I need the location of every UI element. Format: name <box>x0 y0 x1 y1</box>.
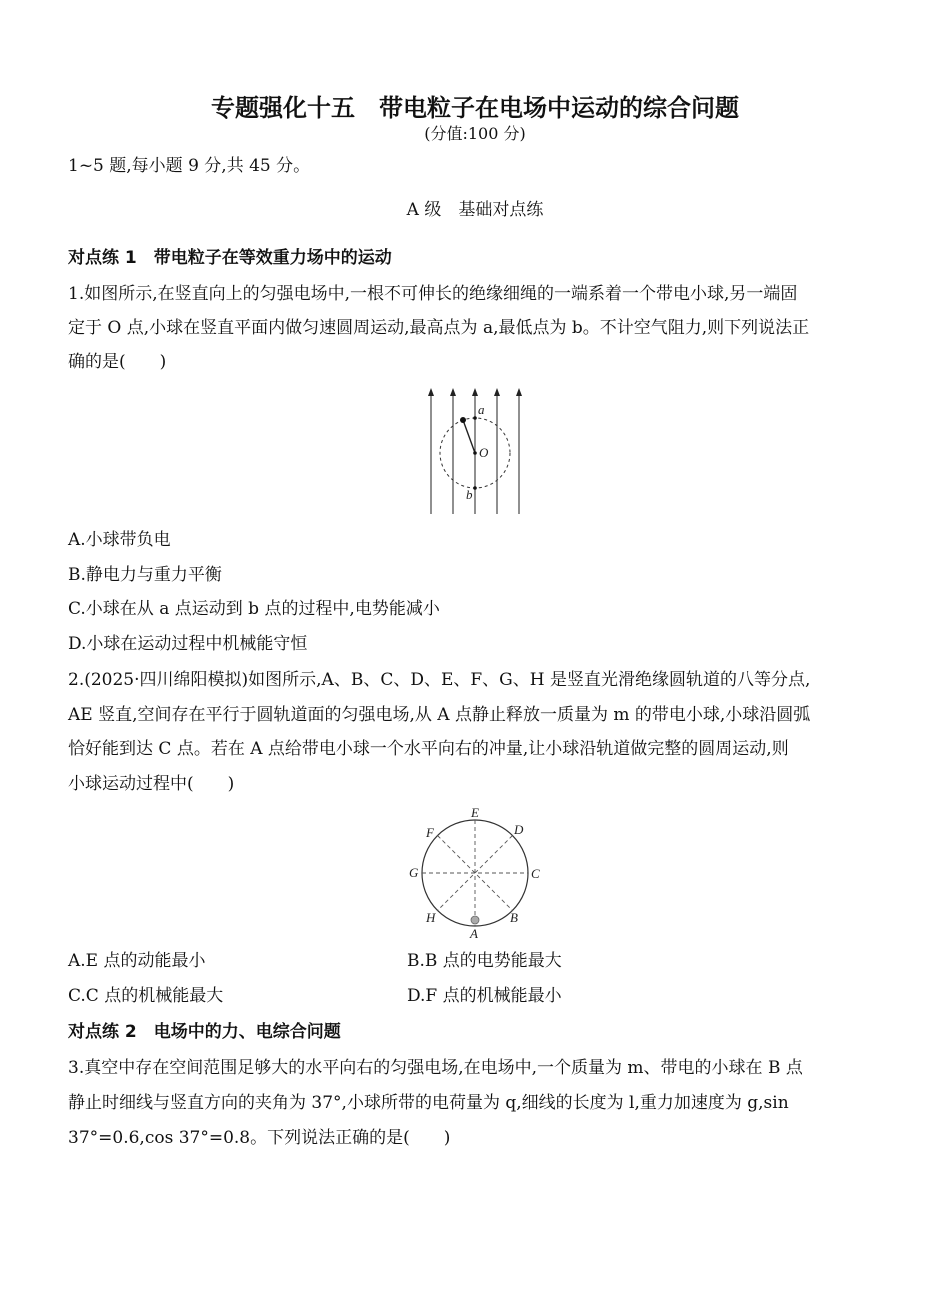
q1-stem-line: 1.如图所示,在竖直向上的匀强电场中,一根不可伸长的绝缘细绳的一端系着一个带电小球,另一端固 <box>68 284 798 304</box>
label-b: b <box>466 487 473 502</box>
section-heading-1: 对点练 1 带电粒子在等效重力场中的运动 <box>68 248 392 268</box>
label-G: G <box>409 865 419 880</box>
intro-text: 1~5 题,每小题 9 分,共 45 分。 <box>68 156 311 176</box>
q3-stem-line: 37°=0.6,cos 37°=0.8。下列说法正确的是( ) <box>68 1128 451 1148</box>
q2-stem-line: 恰好能到达 C 点。若在 A 点给带电小球一个水平向右的冲量,让小球沿轨道做完整的圆周运动,则 <box>68 739 789 759</box>
level-heading: A 级 基础对点练 <box>406 200 544 220</box>
label-O: O <box>479 445 489 460</box>
q2-stem-line: 小球运动过程中( ) <box>68 774 235 794</box>
label-B: B <box>510 910 518 925</box>
ball <box>460 417 466 423</box>
label-a: a <box>478 402 485 417</box>
q2-option-c: C.C 点的机械能最大 <box>68 986 224 1006</box>
label-A: A <box>470 926 478 941</box>
q3-stem-line: 3.真空中存在空间范围足够大的水平向右的匀强电场,在电场中,一个质量为 m、带电的小球在 B 点 <box>68 1058 803 1078</box>
score-note: (分值:100 分) <box>424 124 526 143</box>
label-D: D <box>514 822 524 837</box>
label-E: E <box>471 805 479 820</box>
ball <box>471 916 479 924</box>
q1-stem-line: 确的是( ) <box>68 352 167 372</box>
q3-stem-line: 静止时细线与竖直方向的夹角为 37°,小球所带的电荷量为 q,细线的长度为 l,重力加速度为 g,sin <box>68 1093 789 1113</box>
q1-option-a: A.小球带负电 <box>68 530 171 550</box>
q1-option-d: D.小球在运动过程中机械能守恒 <box>68 634 308 654</box>
label-H: H <box>426 910 436 925</box>
q2-option-d: D.F 点的机械能最小 <box>407 986 562 1006</box>
q1-field-figure <box>420 384 530 518</box>
q1-option-c: C.小球在从 a 点运动到 b 点的过程中,电势能减小 <box>68 599 440 619</box>
label-C: C <box>531 866 540 881</box>
q2-option-a: A.E 点的动能最小 <box>68 951 206 971</box>
q1-option-b: B.静电力与重力平衡 <box>68 565 222 585</box>
label-F: F <box>426 825 434 840</box>
q1-stem-line: 定于 O 点,小球在竖直平面内做匀速圆周运动,最高点为 a,最低点为 b。不计空气阻力,则下列说法正 <box>68 318 810 338</box>
string-line <box>463 420 475 453</box>
q2-circle-figure <box>400 804 550 944</box>
q2-stem-line: 2.(2025·四川绵阳模拟)如图所示,A、B、C、D、E、F、G、H 是竖直光滑绝缘圆轨道的八等分点, <box>68 670 811 690</box>
q2-option-b: B.B 点的电势能最大 <box>407 951 562 971</box>
q2-stem-line: AE 竖直,空间存在平行于圆轨道面的匀强电场,从 A 点静止释放一质量为 m 的带电小球,小球沿圆弧 <box>68 705 811 725</box>
page-title: 专题强化十五 带电粒子在电场中运动的综合问题 <box>211 94 739 122</box>
section-heading-2: 对点练 2 电场中的力、电综合问题 <box>68 1022 341 1042</box>
